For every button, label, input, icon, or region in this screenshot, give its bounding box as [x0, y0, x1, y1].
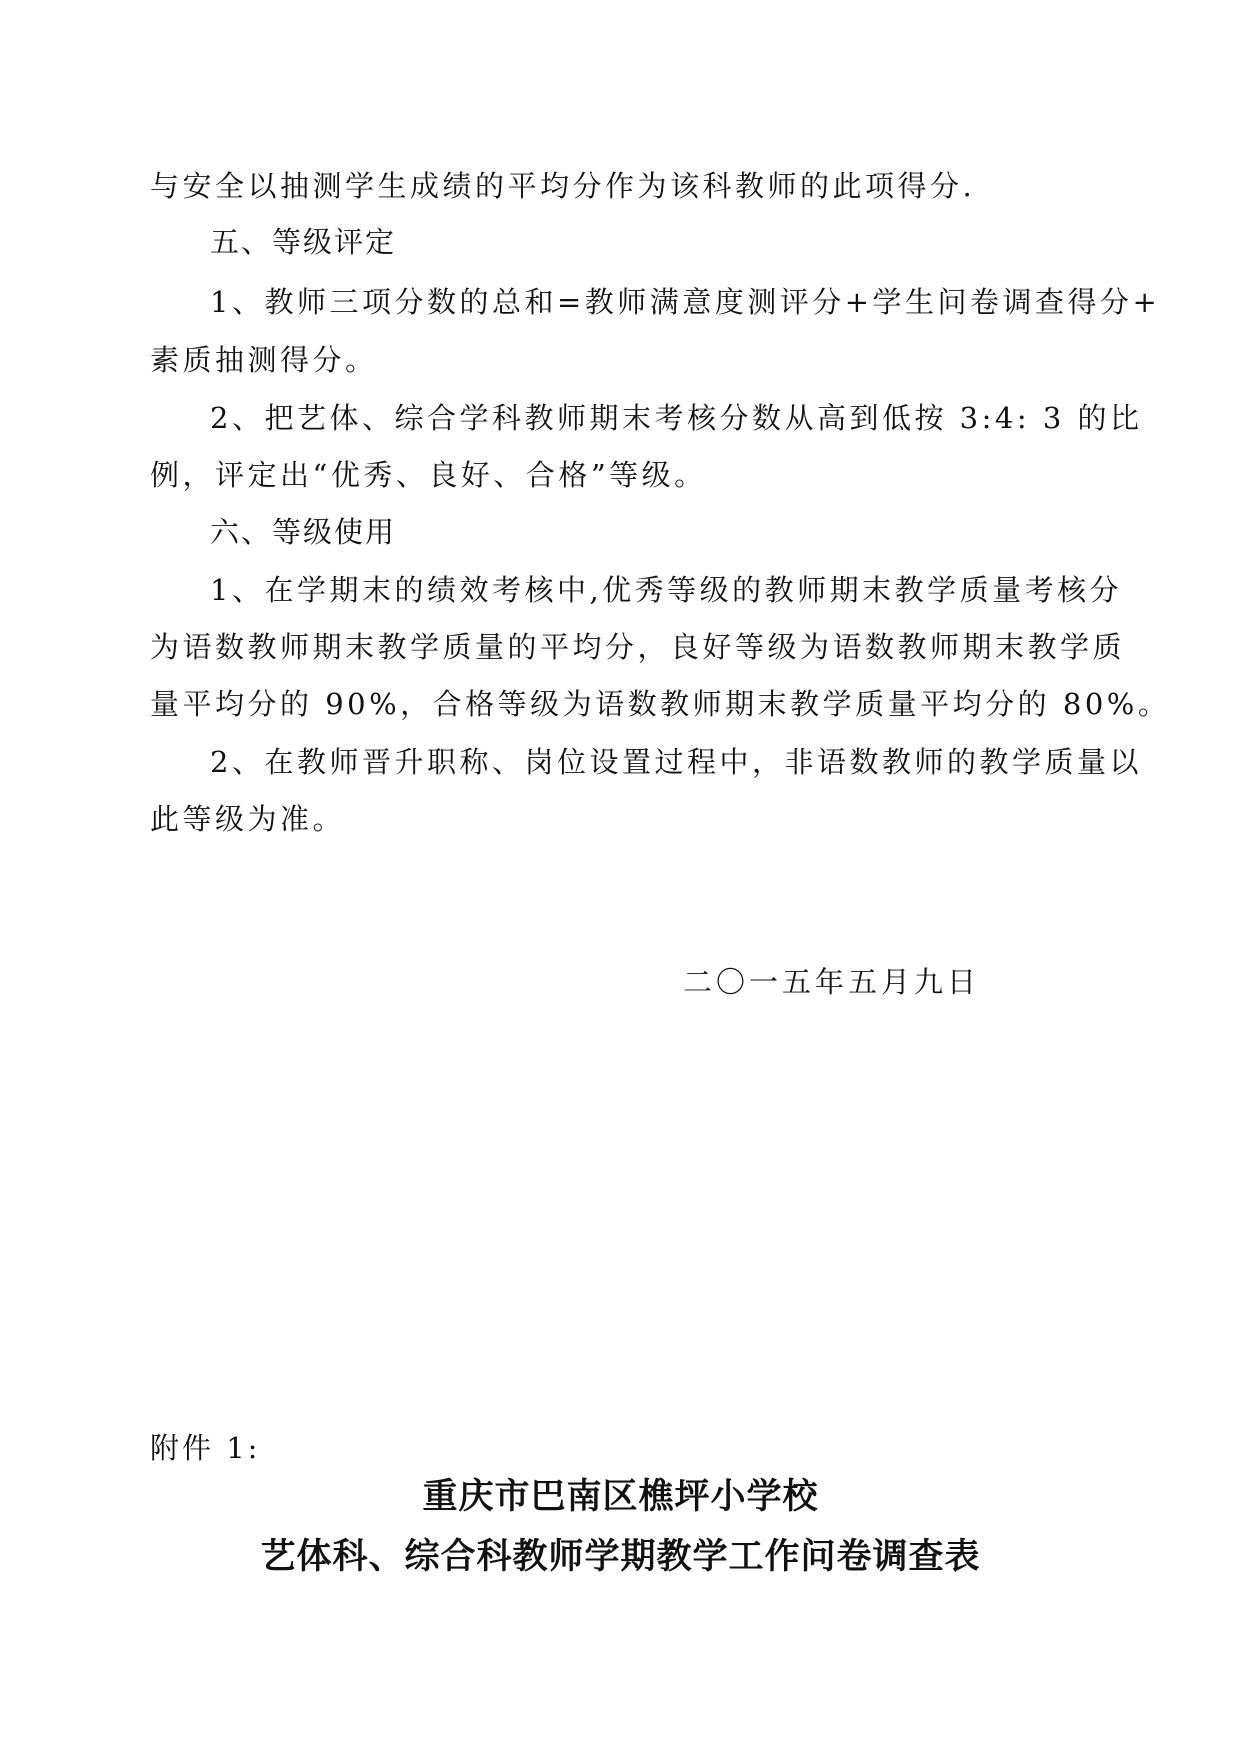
body-line: 例，评定出“优秀、良好、合格”等级。 — [150, 458, 707, 492]
attachment-title-line2: 艺体科、综合科教师学期教学工作问卷调查表 — [260, 1537, 981, 1577]
attachment-label: 附件 1: — [150, 1431, 261, 1465]
body-line: 2、在教师晋升职称、岗位设置过程中，非语数教师的教学质量以 — [210, 745, 1142, 779]
body-line: 2、把艺体、综合学科教师期末考核分数从高到低按 3:4: 3 的比 — [210, 401, 1143, 435]
section-heading-grading: 五、等级评定 — [210, 225, 397, 259]
section-heading-usage: 六、等级使用 — [210, 515, 397, 549]
document-date: 二〇一五年五月九日 — [683, 965, 981, 999]
body-line: 量平均分的 90%，合格等级为语数教师期末教学质量平均分的 80%。 — [150, 687, 1171, 721]
body-line: 素质抽测得分。 — [150, 343, 378, 377]
body-line: 与安全以抽测学生成绩的平均分作为该科教师的此项得分. — [150, 169, 976, 203]
body-line: 1、在学期末的绩效考核中,优秀等级的教师期末教学质量考核分 — [210, 573, 1123, 607]
body-line: 此等级为准。 — [150, 802, 346, 836]
attachment-title-line1: 重庆市巴南区樵坪小学校 — [422, 1477, 819, 1517]
body-line: 1、教师三项分数的总和=教师满意度测评分+学生问卷调查得分+ — [210, 285, 1161, 319]
body-line: 为语数教师期末教学质量的平均分，良好等级为语数教师期末教学质 — [150, 630, 1126, 664]
